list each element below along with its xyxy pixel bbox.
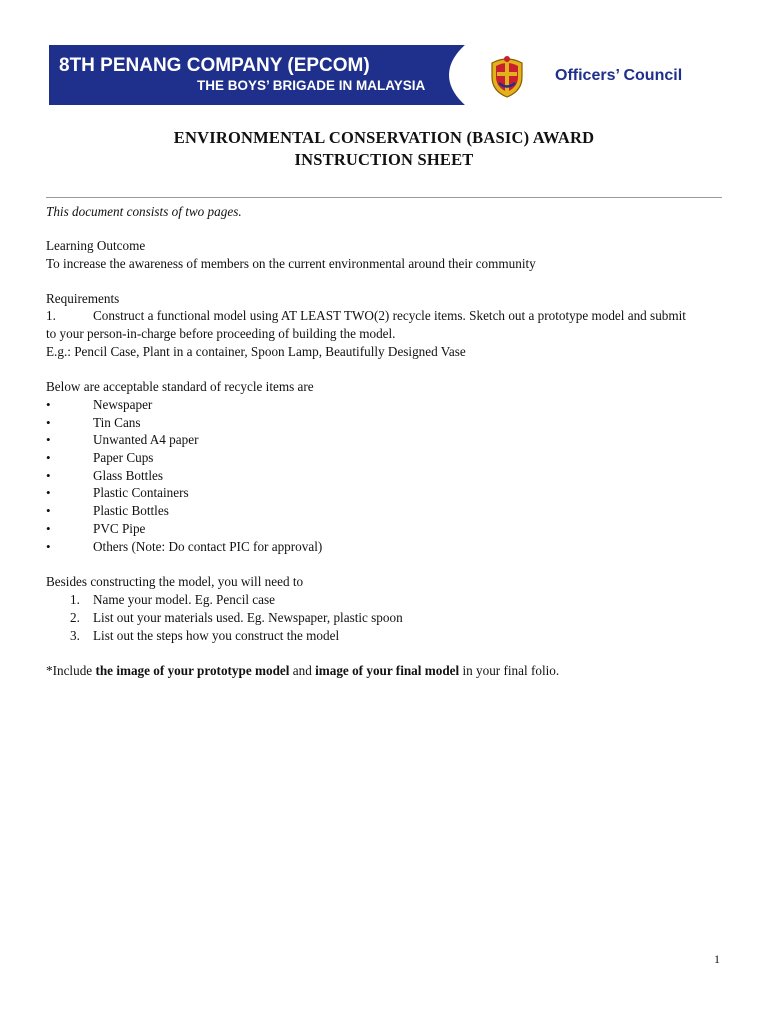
step-number: 1. [70,592,80,607]
bullet: • [46,450,51,465]
list-item-text: Tin Cans [93,415,141,430]
learning-outcome-text: To increase the awareness of members on the current environmental around their community [46,256,536,271]
include-final-image: image of your final model [315,663,460,678]
include-prototype-image: the image of your prototype model [95,663,290,678]
requirement-line-1: Construct a functional model using AT LEAST TWO(2) recycle items. Sketch out a prototype model and submit [93,308,686,323]
step-number: 3. [70,628,80,643]
bullet: • [46,539,51,554]
list-item-text: Others (Note: Do contact PIC for approval) [93,539,323,554]
list-item-text: Unwanted A4 paper [93,432,199,447]
officers-council-label: Officers’ Council [555,67,683,84]
requirements-heading: Requirements [46,291,120,306]
document-subtitle: INSTRUCTION SHEET [294,150,474,169]
requirement-number: 1. [46,308,56,323]
include-suffix: in your final folio. [459,663,560,678]
step-text: List out the steps how you construct the model [93,628,340,643]
list-item-text: Plastic Bottles [93,503,169,518]
list-item-text: Plastic Containers [93,485,189,500]
page-number: 1 [714,952,720,966]
learning-outcome-heading: Learning Outcome [46,238,146,253]
include-prefix: *Include [46,663,96,678]
list-item-text: Paper Cups [93,450,154,465]
bullet: • [46,432,51,447]
company-name: 8TH PENANG COMPANY (EPCOM) [59,55,370,76]
bullet: • [46,485,51,500]
include-and: and [289,663,316,678]
bullet: • [46,521,51,536]
include-instruction [46,663,559,679]
requirement-line-2: to your person-in-charge before proceeding of building the model. [46,326,396,341]
document-note: This document consists of two pages. [46,204,242,219]
document-title: ENVIRONMENTAL CONSERVATION (BASIC) AWARD [173,128,595,147]
boys-brigade-crest-icon [485,53,529,99]
step-text: Name your model. Eg. Pencil case [93,592,276,607]
header-banner [49,45,725,105]
step-text: List out your materials used. Eg. Newspaper, plastic spoon [93,610,403,625]
recycle-intro: Below are acceptable standard of recycle items are [46,379,314,394]
step-number: 2. [70,610,80,625]
bullet: • [46,468,51,483]
besides-intro: Besides constructing the model, you will need to [46,574,304,589]
list-item-text: PVC Pipe [93,521,146,536]
bullet: • [46,397,51,412]
divider-line [46,197,722,198]
list-item-text: Glass Bottles [93,468,163,483]
bullet: • [46,415,51,430]
requirement-example: E.g.: Pencil Case, Plant in a container, Spoon Lamp, Beautifully Designed Vase [46,344,466,359]
organization-name: THE BOYS’ BRIGADE IN MALAYSIA [197,78,426,93]
list-item-text: Newspaper [93,397,153,412]
bullet: • [46,503,51,518]
